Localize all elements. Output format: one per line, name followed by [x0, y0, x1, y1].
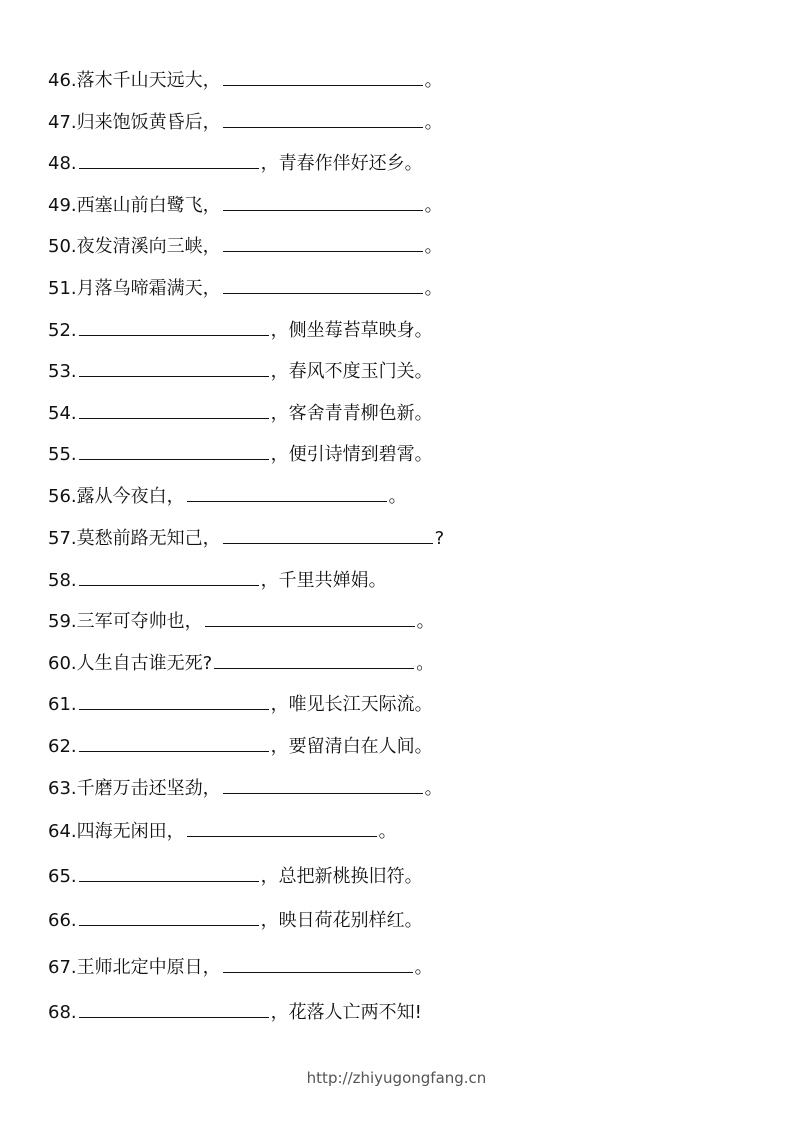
question-suffix: ，侧坐莓苔草映身。 [270, 320, 433, 341]
question-number: 64. [48, 821, 77, 842]
answer-blank[interactable] [223, 193, 423, 211]
question-number: 66. [48, 910, 77, 931]
question-number: 53. [48, 361, 77, 382]
question-suffix: ，要留清白在人间。 [270, 736, 433, 757]
question-number: 57. [48, 528, 77, 549]
question-suffix: ，唯见长江天际流。 [270, 694, 433, 715]
question-suffix: 。 [424, 195, 443, 216]
question-number: 59. [48, 611, 77, 632]
question-number: 58. [48, 570, 77, 591]
question-66 [48, 908, 423, 932]
answer-blank[interactable] [79, 692, 269, 710]
question-49 [48, 193, 443, 217]
question-64 [48, 819, 397, 843]
question-55 [48, 442, 433, 466]
question-53 [48, 359, 433, 383]
question-46 [48, 68, 443, 92]
question-prompt: 归来饱饭黄昏后， [76, 112, 221, 133]
answer-blank[interactable] [79, 318, 269, 336]
answer-blank[interactable] [79, 908, 259, 926]
question-number: 46. [48, 70, 77, 91]
question-suffix: 。 [416, 653, 435, 674]
answer-blank[interactable] [223, 276, 423, 294]
answer-blank[interactable] [214, 651, 414, 669]
question-suffix: 。 [424, 70, 443, 91]
question-number: 55. [48, 444, 77, 465]
answer-blank[interactable] [79, 864, 259, 882]
answer-blank[interactable] [205, 609, 415, 627]
answer-blank[interactable] [187, 484, 387, 502]
answer-blank[interactable] [223, 526, 433, 544]
question-50 [48, 234, 443, 258]
answer-blank[interactable] [79, 734, 269, 752]
question-48 [48, 151, 423, 175]
answer-blank[interactable] [223, 955, 413, 973]
question-number: 54. [48, 403, 77, 424]
question-number: 68. [48, 1002, 77, 1023]
answer-blank[interactable] [187, 819, 377, 837]
question-number: 47. [48, 112, 77, 133]
question-prompt: 月落乌啼霜满天， [76, 278, 221, 299]
question-58 [48, 568, 387, 592]
question-prompt: 莫愁前路无知己， [76, 528, 221, 549]
question-prompt: 王师北定中原日， [76, 957, 221, 978]
answer-blank[interactable] [223, 68, 423, 86]
question-prompt: 夜发清溪向三峡， [76, 236, 221, 257]
question-suffix: ，花落人亡两不知! [270, 1002, 422, 1023]
question-suffix: ，青春作伴好还乡。 [260, 153, 423, 174]
question-prompt: 落木千山天远大， [76, 70, 221, 91]
question-61 [48, 692, 433, 716]
question-54 [48, 401, 433, 425]
question-56 [48, 484, 407, 508]
question-prompt: 人生自古谁无死? [76, 653, 213, 674]
question-47 [48, 110, 443, 134]
question-number: 51. [48, 278, 77, 299]
question-number: 49. [48, 195, 77, 216]
question-suffix: 。 [416, 611, 435, 632]
answer-blank[interactable] [223, 234, 423, 252]
answer-blank[interactable] [79, 568, 259, 586]
question-52 [48, 318, 433, 342]
question-65 [48, 864, 423, 888]
question-number: 56. [48, 486, 77, 507]
question-prompt: 四海无闲田， [76, 821, 185, 842]
question-number: 52. [48, 320, 77, 341]
question-suffix: 。 [424, 236, 443, 257]
question-suffix: ，春风不度玉门关。 [270, 361, 433, 382]
question-57 [48, 526, 444, 550]
answer-blank[interactable] [79, 151, 259, 169]
question-number: 62. [48, 736, 77, 757]
question-suffix: ，总把新桃换旧符。 [260, 866, 423, 887]
question-prompt: 西塞山前白鹭飞， [76, 195, 221, 216]
question-59 [48, 609, 435, 633]
question-prompt: 露从今夜白， [76, 486, 185, 507]
question-number: 61. [48, 694, 77, 715]
question-suffix: ，客舍青青柳色新。 [270, 403, 433, 424]
question-suffix: ，千里共婵娟。 [260, 570, 387, 591]
question-suffix: 。 [424, 778, 443, 799]
question-suffix: ，映日荷花别样红。 [260, 910, 423, 931]
question-suffix: ? [434, 528, 445, 549]
footer-url: http://zhiyugongfang.cn [306, 1069, 487, 1087]
question-68 [48, 1000, 422, 1024]
answer-blank[interactable] [79, 1000, 269, 1018]
answer-blank[interactable] [79, 442, 269, 460]
question-63 [48, 776, 443, 800]
question-62 [48, 734, 433, 758]
question-prompt: 千磨万击还坚劲， [76, 778, 221, 799]
answer-blank[interactable] [223, 110, 423, 128]
question-number: 63. [48, 778, 77, 799]
question-51 [48, 276, 443, 300]
question-number: 48. [48, 153, 77, 174]
question-60 [48, 651, 434, 675]
question-number: 50. [48, 236, 77, 257]
answer-blank[interactable] [79, 401, 269, 419]
question-suffix: 。 [424, 278, 443, 299]
question-67 [48, 955, 433, 979]
answer-blank[interactable] [223, 776, 423, 794]
question-suffix: ，便引诗情到碧霄。 [270, 444, 433, 465]
question-suffix: 。 [388, 486, 407, 507]
question-number: 60. [48, 653, 77, 674]
question-suffix: 。 [378, 821, 397, 842]
question-number: 67. [48, 957, 77, 978]
question-number: 65. [48, 866, 77, 887]
question-suffix: 。 [414, 957, 433, 978]
answer-blank[interactable] [79, 359, 269, 377]
question-suffix: 。 [424, 112, 443, 133]
question-prompt: 三军可夺帅也， [76, 611, 203, 632]
